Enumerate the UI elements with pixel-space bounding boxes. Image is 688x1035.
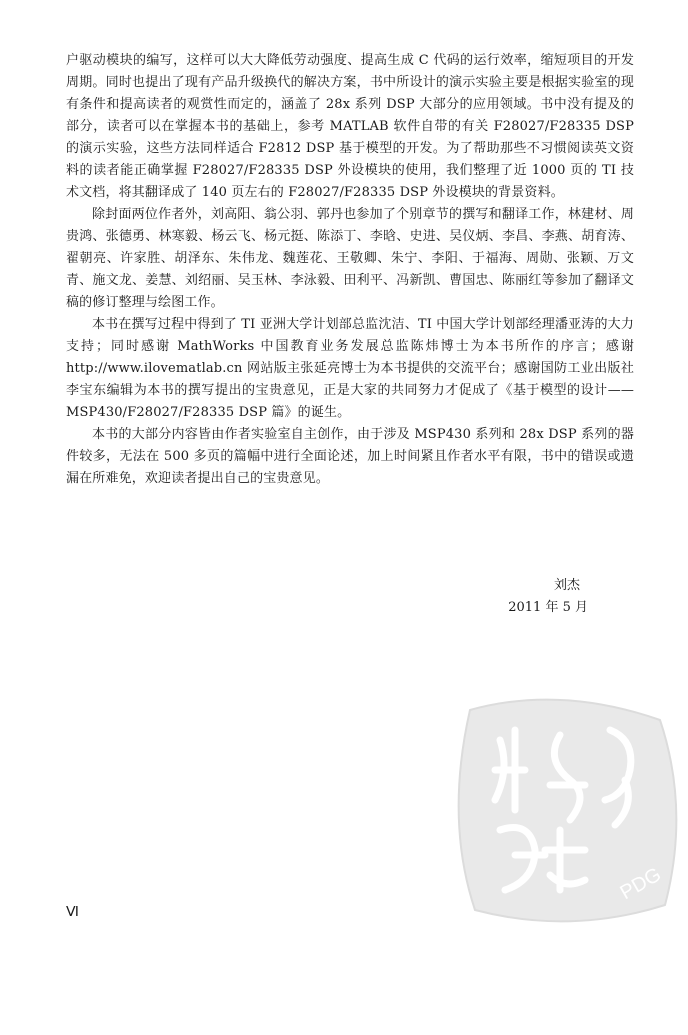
signature-date: 2011 年 5 月 bbox=[508, 600, 588, 615]
watermark-text: PDG bbox=[616, 863, 665, 905]
paragraph-continued: 户驱动模块的编写，这样可以大大降低劳动强度、提高生成 C 代码的运行效率，缩短项目的开发周期。同时也提出了现有产品升级换代的解决方案，书中所设计的演示实验主要是根据实验室的现有条件和提高读者的观赏性而定的，涵盖了 28x 系列 DSP 大部分的应用领域。书中没有提及的部分，读者可以在掌握本书的基础上，参考 MATLAB 软件自带的有关 F28027/F28335 DSP 的演示实验，这些方法同样适合 F2812 DSP 基于模型的开发。为了帮助那些不习惯阅读英文资料的读者能正确掌握 F28027/F28335 DSP 外设模块的使用，我们整理了近 1000 页的 TI 技术文档，将其翻译成了 140 页左右的 F28027/F28335 DSP 外设模块的背景资料。 bbox=[66, 53, 634, 200]
paragraph-acknowledgements: 本书在撰写过程中得到了 TI 亚洲大学计划部总监沈洁、TI 中国大学计划部经理潘亚涛的大力支持；同时感谢 MathWorks 中国教育业务发展总监陈炜博士为本书所作的序言；感谢 http://www.ilovematlab.cn 网站版主张延亮博士为本书提供的交流平台；感谢国防工业出版社李宝东编辑为本书的撰写提出的宝贵意见，正是大家的共同努力才促成了《基于模型的设计——MSP430/F28027/F28335 DSP 篇》的诞生。 bbox=[66, 317, 634, 420]
body-text bbox=[66, 50, 634, 490]
paragraph-contributors: 除封面两位作者外，刘高阳、翁公羽、郭丹也参加了个别章节的撰写和翻译工作，林建材、周贵鸿、张德勇、林寒毅、杨云飞、杨元挺、陈添丁、李晗、史进、吴仪炳、李昌、李燕、胡育涛、翟朝亮、许家胜、胡泽东、朱伟龙、魏莲花、王敬卿、朱宁、李阳、于福海、周勋、张颖、万文青、施文龙、姜慧、刘绍丽、吴玉林、李泳毅、田利平、冯新凯、曹国忠、陈丽红等参加了翻译文稿的修订整理与绘图工作。 bbox=[66, 207, 634, 310]
page-number: Ⅵ bbox=[66, 905, 79, 920]
paragraph-closing: 本书的大部分内容皆由作者实验室自主创作，由于涉及 MSP430 系列和 28x DSP 系列的器件较多，无法在 500 多页的篇幅中进行全面论述，加上时间紧且作者水平有限，书中的错误或遗漏在所难免，欢迎读者提出自己的宝贵意见。 bbox=[66, 427, 634, 486]
signature-author: 刘杰 bbox=[553, 578, 580, 593]
seal-stamp-icon bbox=[440, 690, 685, 935]
